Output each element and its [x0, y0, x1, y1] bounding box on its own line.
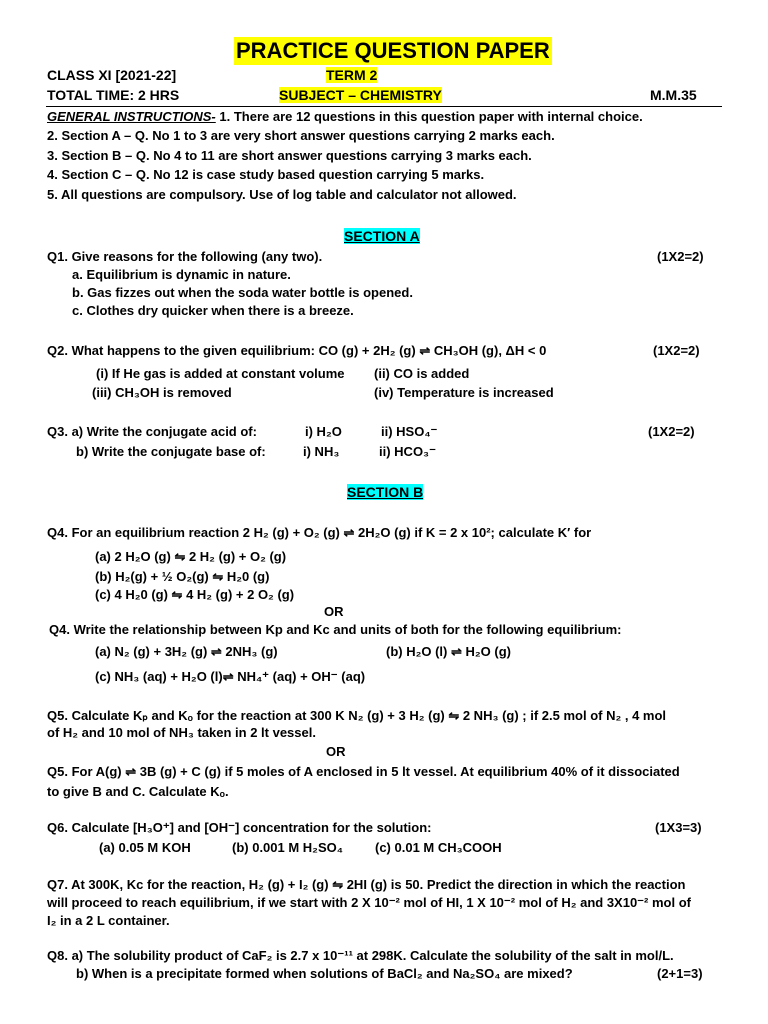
q7-line-3: I₂ in a 2 L container.: [47, 913, 170, 928]
q6-part-c: (c) 0.01 M CH₃COOH: [375, 840, 502, 855]
q5-or: OR: [326, 744, 346, 759]
q1-marks: (1X2=2): [657, 249, 704, 264]
q1-part-b: b. Gas fizzes out when the soda water bottle is opened.: [72, 285, 413, 300]
max-marks: M.M.35: [650, 87, 697, 103]
header-divider: [46, 106, 722, 107]
q6-marks: (1X3=3): [655, 820, 702, 835]
q3b-text: b) Write the conjugate base of:: [76, 444, 266, 459]
q6-part-b: (b) 0.001 M H₂SO₄: [232, 840, 343, 855]
q2-option-iv: (iv) Temperature is increased: [374, 385, 554, 400]
q5-alt-line-1: Q5. For A(g) ⇌ 3B (g) + C (g) if 5 moles of A enclosed in 5 lt vessel. At equilibrium 40% of it dissociated: [47, 764, 680, 779]
q2-option-ii: (ii) CO is added: [374, 366, 470, 381]
q4-alt-part-a: (a) N₂ (g) + 3H₂ (g) ⇌ 2NH₃ (g): [95, 644, 278, 659]
q8-part-a: Q8. a) The solubility product of CaF₂ is 2.7 x 10⁻¹¹ at 298K. Calculate the solubility of the salt in mol/L.: [47, 948, 674, 963]
instruction-2: 2. Section A – Q. No 1 to 3 are very short answer questions carrying 2 marks each.: [47, 128, 555, 143]
q6-text: Q6. Calculate [H₃O⁺] and [OH⁻] concentration for the solution:: [47, 820, 432, 835]
instructions-heading: GENERAL INSTRUCTIONS-: [47, 109, 216, 124]
q1-part-c: c. Clothes dry quicker when there is a breeze.: [72, 303, 354, 318]
instruction-4: 4. Section C – Q. No 12 is case study based question carrying 5 marks.: [47, 167, 485, 182]
q1-part-a: a. Equilibrium is dynamic in nature.: [72, 267, 291, 282]
q7-line-2: will proceed to reach equilibrium, if we start with 2 X 10⁻² mol of HI, 1 X 10⁻² mol of H₂ and 3X10⁻² mol of: [47, 895, 691, 910]
q4-part-c: (c) 4 H₂0 (g) ⇋ 4 H₂ (g) + 2 O₂ (g): [95, 587, 295, 602]
subject-label: SUBJECT – CHEMISTRY: [279, 87, 442, 103]
q3b-ii: ii) HCO₃⁻: [379, 444, 436, 459]
q6-part-a: (a) 0.05 M KOH: [99, 840, 191, 855]
q4-or: OR: [324, 604, 344, 619]
q5-alt-line-2: to give B and C. Calculate Kₒ.: [47, 784, 229, 799]
q3-marks: (1X2=2): [648, 424, 695, 439]
paper-title: PRACTICE QUESTION PAPER: [236, 38, 550, 63]
q5-line-2: of H₂ and 10 mol of NH₃ taken in 2 lt vessel.: [47, 725, 316, 740]
q5-line-1: Q5. Calculate Kₚ and Kₒ for the reaction at 300 K N₂ (g) + 3 H₂ (g) ⇋ 2 NH₃ (g) ; if 2.5 mol of N₂ , 4 mol: [47, 708, 667, 723]
q4-part-b: (b) H₂(g) + ½ O₂(g) ⇋ H₂0 (g): [95, 569, 270, 584]
q2-option-i: (i) If He gas is added at constant volume: [96, 366, 345, 381]
q4-text: Q4. For an equilibrium reaction 2 H₂ (g) + O₂ (g) ⇌ 2H₂O (g) if K = 2 x 10²; calculate K′ for: [47, 525, 592, 540]
q4-alt-part-c: (c) NH₃ (aq) + H₂O (l)⇌ NH₄⁺ (aq) + OH⁻ (aq): [95, 669, 366, 684]
q7-line-1: Q7. At 300K, Kc for the reaction, H₂ (g) + I₂ (g) ⇋ 2HI (g) is 50. Predict the direction in which the reaction: [47, 877, 686, 892]
q4-alt-part-b: (b) H₂O (l) ⇌ H₂O (g): [386, 644, 511, 659]
q3b-i: i) NH₃: [303, 444, 340, 459]
q8-marks: (2+1=3): [657, 966, 703, 981]
q2-marks: (1X2=2): [653, 343, 700, 358]
q2-option-iii: (iii) CH₃OH is removed: [92, 385, 232, 400]
term-label: TERM 2: [326, 67, 378, 83]
instruction-5: 5. All questions are compulsory. Use of log table and calculator not allowed.: [47, 187, 517, 202]
section-a-heading: SECTION A: [344, 228, 420, 244]
q3a-i: i) H₂O: [305, 424, 342, 439]
section-b-heading: SECTION B: [347, 484, 424, 500]
q2-text: Q2. What happens to the given equilibrium: CO (g) + 2H₂ (g) ⇌ CH₃OH (g), ΔH < 0: [47, 343, 547, 358]
q3a-ii: ii) HSO₄⁻: [381, 424, 438, 439]
q4-alt-text: Q4. Write the relationship between Kp and Kc and units of both for the following equilibrium:: [49, 622, 622, 637]
instruction-1: GENERAL INSTRUCTIONS- 1. There are 12 questions in this question paper with internal choice.: [47, 109, 643, 124]
instruction-3: 3. Section B – Q. No 4 to 11 are short answer questions carrying 3 marks each.: [47, 148, 532, 163]
q1-text: Q1. Give reasons for the following (any two).: [47, 249, 323, 264]
q4-part-a: (a) 2 H₂O (g) ⇋ 2 H₂ (g) + O₂ (g): [95, 549, 287, 564]
q3a-text: Q3. a) Write the conjugate acid of:: [47, 424, 257, 439]
q8-part-b: b) When is a precipitate formed when solutions of BaCl₂ and Na₂SO₄ are mixed?: [76, 966, 573, 981]
class-label: CLASS XI [2021-22]: [47, 67, 177, 83]
total-time: TOTAL TIME: 2 HRS: [47, 87, 180, 103]
